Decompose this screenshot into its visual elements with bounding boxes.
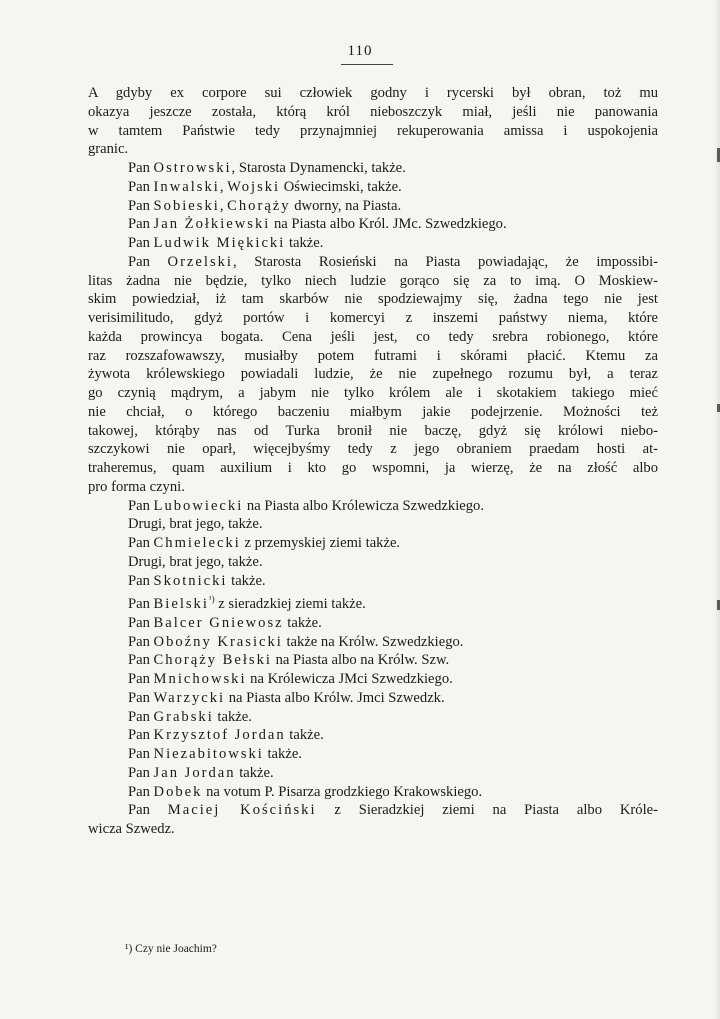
text-line: litas żadna nie będzie, tylko niech ludzie gorąco się za to imą. O Moskiew- bbox=[88, 272, 658, 289]
entry-rest: na Piasta albo Królw. Jmci Szwedzk. bbox=[225, 689, 445, 706]
list-entry bbox=[88, 689, 658, 708]
entry-name: Sobieski bbox=[153, 197, 220, 214]
entry-pan: Pan bbox=[128, 633, 150, 650]
entry-line bbox=[88, 234, 658, 253]
list-entry bbox=[88, 515, 658, 534]
list-entry bbox=[88, 633, 658, 652]
opening-paragraph bbox=[88, 84, 658, 159]
text-line: szczykowi nie oparł, więcejbyśmy tedy z jego obraniem praedam hosti at- bbox=[88, 441, 658, 458]
entry-rest: także. bbox=[227, 572, 266, 589]
list-entry bbox=[88, 553, 658, 572]
entry-name: Dobek bbox=[153, 783, 203, 800]
entry-pan: Pan bbox=[128, 235, 150, 251]
text-line: go czynią mądrym, a jabym nie tylko królem ale i skotakiem takiego mieć bbox=[88, 385, 658, 401]
entry-pan: Pan bbox=[128, 727, 150, 744]
entry-name: Lubowiecki bbox=[153, 497, 244, 514]
entry-name: Maciej Kościński bbox=[167, 802, 317, 819]
text-line: pro forma czyni. bbox=[88, 478, 185, 495]
entry-rest: Oświecimski, także. bbox=[280, 178, 402, 195]
entry-pan: Pan bbox=[128, 216, 150, 233]
text-line: skim powiedział, iż tam skarbów nie spodziewajmy się, żadna tego nie jest bbox=[88, 291, 658, 308]
entry-name: Oboźny Krasicki bbox=[153, 633, 283, 650]
entry-name: Wojski bbox=[227, 178, 281, 195]
entry-pan: Pan bbox=[128, 253, 150, 270]
entry-rest: , Starosta Rosieński na Piasta powiadając, że impossibi- bbox=[232, 253, 658, 270]
entry-pan: Pan bbox=[128, 652, 150, 669]
entry-name: Orzelski bbox=[167, 253, 233, 270]
entry-name: Niezabitowski bbox=[153, 746, 264, 763]
entry-rest: także na Królw. Szwedzkiego. bbox=[282, 633, 464, 650]
text-line bbox=[88, 253, 658, 272]
list-entry bbox=[88, 534, 658, 553]
entry-line bbox=[88, 159, 658, 178]
entry-rest: dworny, na Piasta. bbox=[290, 197, 402, 214]
entries-block bbox=[88, 159, 658, 253]
entry-rest: także. bbox=[283, 614, 322, 631]
list-entry bbox=[88, 764, 658, 783]
list-entry bbox=[88, 651, 658, 670]
entry-name: Grabski bbox=[153, 708, 214, 725]
text-line: raz rozszafowawszy, musiałby potem futrami i skórami płacić. Ktemu za bbox=[88, 347, 658, 364]
entry-pan: Pan bbox=[128, 535, 150, 551]
text-line: żywota królewskiego powiadali ludzie, że nie zupełnego rozumu był, a teraz bbox=[88, 366, 658, 383]
main-text bbox=[88, 84, 658, 839]
text-line: każda prowincya bogata. Cena jeśli jest, co tedy srebra robionego, które bbox=[88, 328, 658, 345]
entry-rest: , Starosta Dynamencki, także. bbox=[231, 160, 406, 176]
entry-name: Chorąży bbox=[227, 197, 291, 214]
entry-line bbox=[88, 197, 658, 216]
entry-rest: z przemyskiej ziemi także. bbox=[240, 535, 401, 551]
list-entry bbox=[88, 590, 658, 614]
entry-name: Ludwik Miękicki bbox=[153, 235, 286, 251]
entry-name: Chmielecki bbox=[153, 535, 241, 551]
entry-pan: Pan bbox=[128, 671, 150, 688]
entry-line bbox=[88, 215, 658, 234]
entry-pan: Pan bbox=[128, 689, 150, 706]
text-line: okazya jeszcze została, którą król nieboszczyk miał, jeśli nie panowania bbox=[88, 103, 658, 120]
entry-rest: na Piasta albo Królewicza Szwedzkiego. bbox=[243, 497, 484, 514]
entry-pan: Drugi, brat jego, także. bbox=[128, 516, 263, 533]
entry-rest: , bbox=[219, 178, 228, 195]
entry-pan: Pan bbox=[128, 746, 150, 763]
text-line: takowej, którąby nas od Turka bronił nie baczę, gdyż się królowi niebo- bbox=[88, 422, 658, 439]
text-line: traheremus, quam auxilium i kto go wspomni, ja wierzę, że na złość albo bbox=[88, 460, 658, 476]
text-line bbox=[88, 801, 658, 820]
entry-rest: z sieradzkiej ziemi także. bbox=[214, 596, 366, 613]
list-entry bbox=[88, 670, 658, 689]
entry-name: Chorąży Bełski bbox=[153, 652, 272, 669]
entry-name: Inwalski bbox=[153, 178, 220, 195]
entry-name: Bielski bbox=[153, 596, 209, 613]
entry-rest: na Królewicza JMci Szwedzkiego. bbox=[246, 671, 453, 688]
list-entry bbox=[88, 745, 658, 764]
entry-rest: także. bbox=[285, 727, 324, 744]
entry-rest: na votum P. Pisarza grodzkiego Krakowskiego. bbox=[202, 783, 483, 800]
list-entry bbox=[88, 572, 658, 591]
entry-pan: Pan bbox=[128, 572, 150, 589]
entry-pan: Pan bbox=[128, 178, 150, 195]
entry-pan: Pan bbox=[128, 764, 150, 781]
entry-pan: Pan bbox=[128, 614, 150, 631]
entry-rest: , bbox=[219, 197, 228, 214]
footnote-ref: ¹) bbox=[208, 594, 215, 605]
entry-name: Jan Żołkiewski bbox=[153, 216, 271, 233]
entry-rest: na Piasta albo na Królw. Szw. bbox=[271, 652, 450, 669]
entry-pan: Pan bbox=[128, 802, 150, 819]
entry-pan: Pan bbox=[128, 708, 150, 725]
text-line: w tamtem Państwie tedy przynajmniej rekuperowania amissa i uspokojenia bbox=[88, 122, 658, 139]
entry-line bbox=[88, 178, 658, 197]
orzelski-paragraph bbox=[88, 253, 658, 497]
page-number-rule bbox=[341, 64, 393, 65]
entry-pan: Pan bbox=[128, 596, 150, 613]
text-line: verisimilitudo, gdyż portów i komercyi z inszemi państwy niema, które bbox=[88, 310, 658, 326]
entry-name: Jan Jordan bbox=[153, 764, 236, 781]
entry-pan: Pan bbox=[128, 783, 150, 800]
entry-rest: z Sieradzkiej ziemi na Piasta albo Króle- bbox=[316, 802, 658, 819]
entry-pan: Pan bbox=[128, 160, 150, 176]
text-line: A gdyby ex corpore sui człowiek godny i rycerski był obran, toż mu bbox=[88, 85, 658, 101]
text-line: wicza Szwedz. bbox=[88, 821, 175, 838]
list-entry bbox=[88, 783, 658, 802]
entry-rest: na Piasta albo Król. JMc. Szwedzkiego. bbox=[270, 216, 507, 233]
list-entry bbox=[88, 726, 658, 745]
voters-list bbox=[88, 497, 658, 802]
entry-name: Balcer Gniewosz bbox=[153, 614, 284, 631]
list-entry bbox=[88, 614, 658, 633]
page-number: 110 bbox=[347, 43, 373, 59]
entry-rest: także. bbox=[285, 235, 324, 251]
entry-name: Warzycki bbox=[153, 689, 226, 706]
footnote: ¹) Czy nie Joachim? bbox=[125, 943, 217, 955]
entry-pan: Pan bbox=[128, 197, 150, 214]
entry-name: Krzysztof Jordan bbox=[153, 727, 286, 744]
list-entry bbox=[88, 497, 658, 516]
list-entry bbox=[88, 708, 658, 727]
text-line: granic. bbox=[88, 141, 129, 158]
entry-pan: Drugi, brat jego, także. bbox=[128, 553, 263, 570]
entry-rest: także. bbox=[213, 708, 252, 725]
entry-rest: także. bbox=[235, 764, 274, 781]
entry-pan: Pan bbox=[128, 497, 150, 514]
text-line: nie chciał, o którego baczeniu miałbym jakie podejrzenie. Możności też bbox=[88, 403, 658, 420]
entry-name: Ostrowski bbox=[153, 160, 232, 176]
koscinski-paragraph bbox=[88, 801, 658, 839]
entry-name: Mnichowski bbox=[153, 671, 247, 688]
entry-name: Skotnicki bbox=[153, 572, 228, 589]
entry-rest: także. bbox=[263, 746, 302, 763]
